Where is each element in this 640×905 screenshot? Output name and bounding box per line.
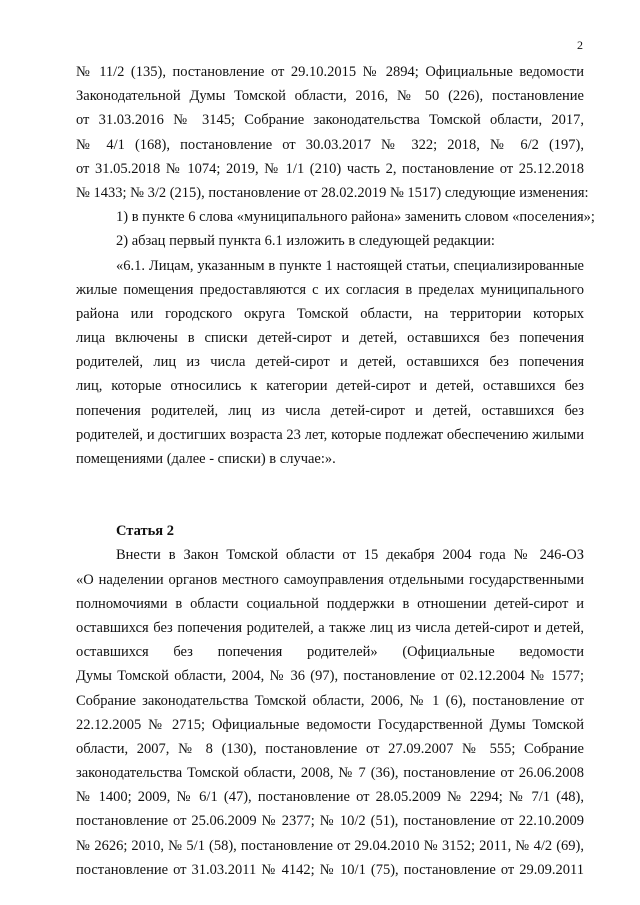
text-line: лица включены в списки детей-сирот и детей, оставшихся без попечения: [76, 330, 584, 347]
amendment-text-block: [76, 60, 595, 471]
text-line: попечения родителей, лиц из числа детей-сирот и детей, оставшихся без: [76, 402, 584, 419]
text-line: 22.12.2005 № 2715; Официальные ведомости Государственной Думы Томской: [76, 716, 584, 733]
text-line: № 1400; 2009, № 6/1 (47), постановление от 28.05.2009 № 2294; № 7/1 (48),: [76, 789, 584, 806]
text-line: № 4/1 (168), постановление от 30.03.2017 № 322; 2018, № 6/2 (197),: [76, 136, 584, 153]
article-2-text-block: [76, 543, 584, 882]
document-body: [76, 60, 595, 882]
section-spacer: [76, 471, 584, 519]
text-line: Внести в Закон Томской области от 15 декабря 2004 года № 246-ОЗ: [116, 547, 584, 564]
text-line: от 31.05.2018 № 1074; 2019, № 1/1 (210) часть 2, постановление от 25.12.2018: [76, 160, 584, 177]
text-line: Собрание законодательства Томской области, 2006, № 1 (6), постановление от: [76, 692, 584, 709]
text-line: постановление от 25.06.2009 № 2377; № 10/2 (51), постановление от 22.10.2009: [76, 813, 584, 830]
text-line: 2) абзац первый пункта 6.1 изложить в следующей редакции:: [116, 233, 495, 250]
text-line: 1) в пункте 6 слова «муниципального района» заменить словом «поселения»;: [116, 209, 595, 226]
text-line: № 1433; № 3/2 (215), постановление от 28.02.2019 № 1517) следующие изменения:: [76, 184, 589, 201]
article-heading: Статья 2: [116, 523, 174, 540]
text-line: № 11/2 (135), постановление от 29.10.2015 № 2894; Официальные ведомости: [76, 64, 584, 80]
text-line: лиц, которые относились к категории детей-сирот и детей, оставшихся без: [76, 378, 584, 395]
text-line: «О наделении органов местного самоуправления отдельными государственными: [76, 571, 584, 588]
text-line: области, 2007, № 8 (130), постановление от 27.09.2007 № 555; Собрание: [76, 740, 584, 757]
text-line: «6.1. Лицам, указанным в пункте 1 настоящей статьи, специализированные: [116, 257, 584, 274]
text-line: оставшихся без попечения родителей, а также лиц из числа детей-сирот и детей,: [76, 619, 584, 636]
text-line: родителей, и достигших возраста 23 лет, которые подлежат обеспечению жилыми: [76, 426, 584, 443]
text-line: постановление от 31.03.2011 № 4142; № 10/1 (75), постановление от 29.09.2011: [76, 861, 584, 878]
text-line: Законодательной Думы Томской области, 2016, № 50 (226), постановление: [76, 88, 584, 105]
text-line: жилые помещения предоставляются с их согласия в пределах муниципального: [76, 281, 584, 298]
page-number: 2: [577, 38, 583, 52]
text-line: родителей, лиц из числа детей-сирот и детей, оставшихся без попечения: [76, 354, 584, 371]
text-line: помещениями (далее - списки) в случае:».: [76, 451, 336, 467]
text-line: законодательства Томской области, 2008, № 7 (36), постановление от 26.06.2008: [76, 765, 584, 782]
text-line: района или городского округа Томской области, на территории которых: [76, 305, 584, 322]
text-line: № 2626; 2010, № 5/1 (58), постановление от 29.04.2010 № 3152; 2011, № 4/2 (69),: [76, 837, 584, 854]
text-line: Думы Томской области, 2004, № 36 (97), постановление от 02.12.2004 № 1577;: [76, 668, 584, 685]
text-line: от 31.03.2016 № 3145; Собрание законодательства Томской области, 2017,: [76, 112, 584, 129]
text-line: оставшихся без попечения родителей» (Официальные ведомости: [76, 644, 584, 661]
text-line: полномочиями в области социальной поддержки в отношении детей-сирот и: [76, 595, 584, 612]
